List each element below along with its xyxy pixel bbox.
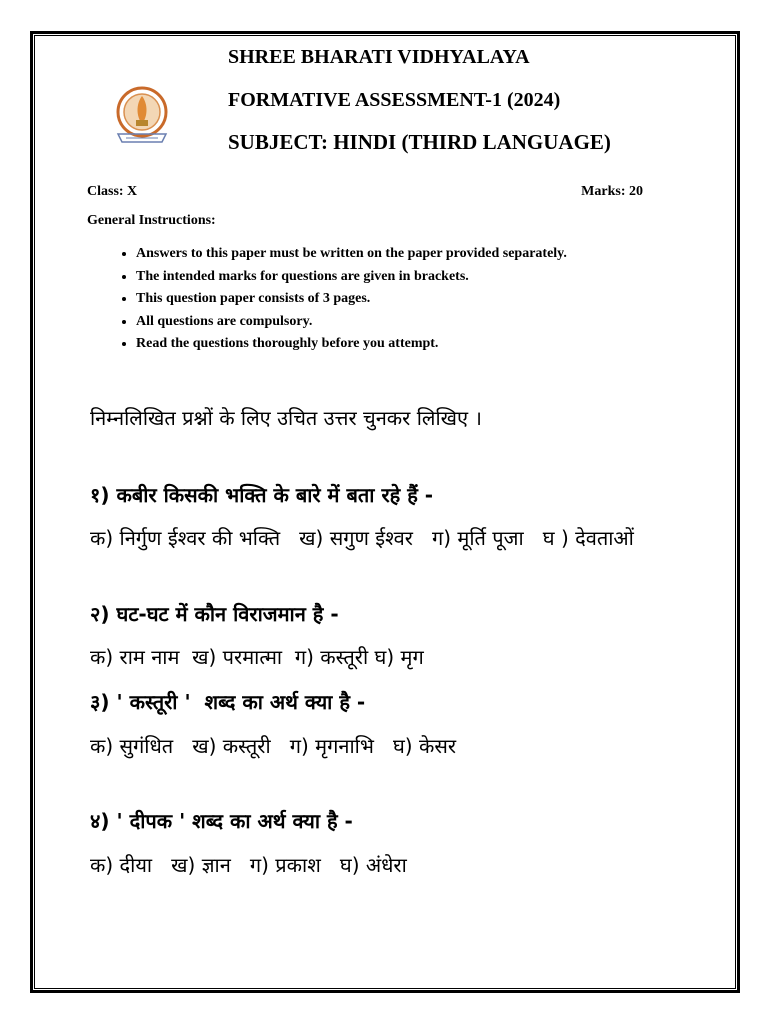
instruction-item: • All questions are compulsory. [136,311,726,334]
question-2-options: क) राम नाम ख) परमात्मा ग) कस्तूरी घ) मृग [90,645,424,669]
subject-title: SUBJECT: HINDI (THIRD LANGUAGE) [228,130,611,154]
instruction-item: • Answers to this paper must be written on the paper provided separately. [136,243,726,266]
question-4-options: क) दीया ख) ज्ञान ग) प्रकाश घ) अंधेरा [90,853,407,877]
question-1-options: क) निर्गुण ईश्वर की भक्ति ख) सगुण ईश्वर ग) मूर्ति पूजा घ ) देवताओं [90,526,634,550]
instructions-list [88,243,726,356]
class-label: Class: X [87,184,138,199]
instruction-item: • The intended marks for questions are given in brackets. [136,266,726,289]
question-3: ३) ' कस्तूरी ' शब्द का अर्थ क्या है - [90,690,366,714]
question-3-options: क) सुगंधित ख) कस्तूरी ग) मृगनाभि घ) केसर [90,734,457,758]
hindi-intro: निम्नलिखित प्रश्नों के लिए उचित उत्तर चुनकर लिखिए । [90,406,482,430]
instructions-title: General Instructions: [87,213,216,228]
assessment-title: FORMATIVE ASSESSMENT-1 (2024) [228,89,561,111]
instruction-item: • This question paper consists of 3 pages. [136,288,726,311]
page-border-inner [34,35,736,989]
question-2: २) घट-घट में कौन विराजमान है - [90,602,339,626]
school-logo [110,82,174,152]
question-4: ४) ' दीपक ' शब्द का अर्थ क्या है - [90,809,353,833]
question-1: १) कबीर किसकी भक्ति के बारे में बता रहे हैं - [90,483,434,507]
marks-label: Marks: 20 [581,184,643,199]
school-name: SHREE BHARATI VIDHYALAYA [228,46,530,68]
instruction-item: • Read the questions thoroughly before you attempt. [136,333,726,356]
